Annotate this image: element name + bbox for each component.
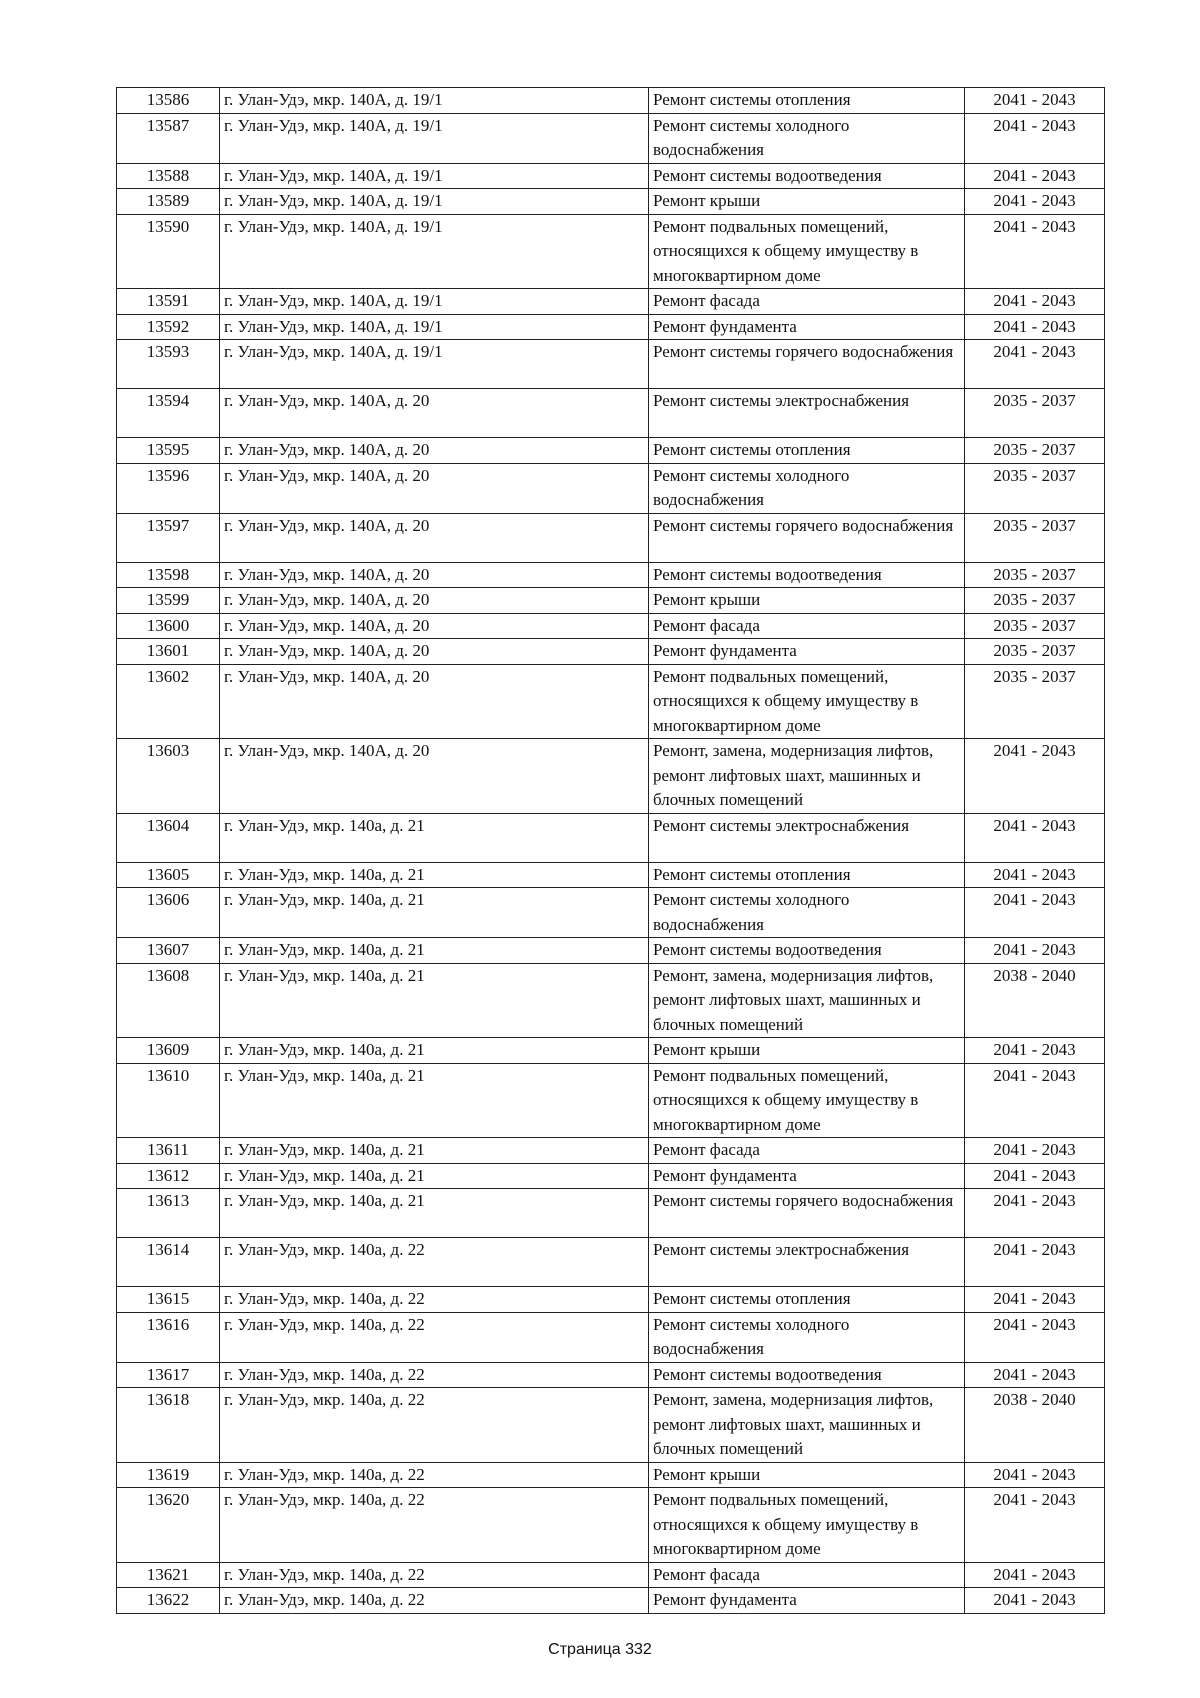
row-period: 2041 - 2043 (965, 1038, 1105, 1064)
row-number: 13605 (117, 862, 220, 888)
table-row (117, 189, 1105, 215)
row-work-type: Ремонт, замена, модернизация лифтов, ремонт лифтовых шахт, машинных и блочных помещений (649, 739, 965, 814)
row-period: 2035 - 2037 (965, 463, 1105, 513)
row-period: 2035 - 2037 (965, 438, 1105, 464)
table-row (117, 214, 1105, 289)
row-work-type: Ремонт системы горячего водоснабжения (649, 1189, 965, 1238)
row-work-type: Ремонт системы отопления (649, 88, 965, 114)
table-row (117, 888, 1105, 938)
row-number: 13601 (117, 639, 220, 665)
row-work-type: Ремонт фундамента (649, 1588, 965, 1614)
table-row (117, 1312, 1105, 1362)
row-address: г. Улан-Удэ, мкр. 140А, д. 19/1 (220, 340, 649, 389)
table-row (117, 1238, 1105, 1287)
row-number: 13621 (117, 1562, 220, 1588)
row-address: г. Улан-Удэ, мкр. 140а, д. 21 (220, 1063, 649, 1138)
row-number: 13586 (117, 88, 220, 114)
row-address: г. Улан-Удэ, мкр. 140а, д. 21 (220, 963, 649, 1038)
table-row (117, 1138, 1105, 1164)
row-address: г. Улан-Удэ, мкр. 140А, д. 19/1 (220, 214, 649, 289)
table-row (117, 739, 1105, 814)
row-address: г. Улан-Удэ, мкр. 140а, д. 21 (220, 1138, 649, 1164)
row-number: 13600 (117, 613, 220, 639)
table-row (117, 1163, 1105, 1189)
row-period: 2041 - 2043 (965, 1312, 1105, 1362)
row-number: 13594 (117, 389, 220, 438)
row-number: 13622 (117, 1588, 220, 1614)
row-period: 2041 - 2043 (965, 888, 1105, 938)
table-row (117, 438, 1105, 464)
row-address: г. Улан-Удэ, мкр. 140а, д. 22 (220, 1238, 649, 1287)
row-number: 13619 (117, 1462, 220, 1488)
row-period: 2035 - 2037 (965, 389, 1105, 438)
row-number: 13607 (117, 938, 220, 964)
row-address: г. Улан-Удэ, мкр. 140А, д. 20 (220, 513, 649, 562)
table-row (117, 1562, 1105, 1588)
table-row (117, 664, 1105, 739)
row-address: г. Улан-Удэ, мкр. 140А, д. 19/1 (220, 314, 649, 340)
row-work-type: Ремонт подвальных помещений, относящихся к общему имуществу в многоквартирном доме (649, 214, 965, 289)
row-work-type: Ремонт крыши (649, 588, 965, 614)
row-address: г. Улан-Удэ, мкр. 140А, д. 20 (220, 664, 649, 739)
table-row (117, 862, 1105, 888)
table-row (117, 1287, 1105, 1313)
row-period: 2041 - 2043 (965, 1238, 1105, 1287)
row-period: 2035 - 2037 (965, 664, 1105, 739)
row-period: 2041 - 2043 (965, 1588, 1105, 1614)
row-period: 2041 - 2043 (965, 214, 1105, 289)
row-address: г. Улан-Удэ, мкр. 140А, д. 19/1 (220, 113, 649, 163)
row-period: 2041 - 2043 (965, 1189, 1105, 1238)
row-address: г. Улан-Удэ, мкр. 140А, д. 20 (220, 739, 649, 814)
row-address: г. Улан-Удэ, мкр. 140а, д. 22 (220, 1488, 649, 1563)
row-address: г. Улан-Удэ, мкр. 140а, д. 22 (220, 1287, 649, 1313)
table-row (117, 963, 1105, 1038)
row-period: 2041 - 2043 (965, 938, 1105, 964)
table-body (117, 88, 1105, 1614)
row-number: 13595 (117, 438, 220, 464)
row-address: г. Улан-Удэ, мкр. 140а, д. 22 (220, 1362, 649, 1388)
row-address: г. Улан-Удэ, мкр. 140а, д. 22 (220, 1462, 649, 1488)
row-work-type: Ремонт фундамента (649, 314, 965, 340)
row-number: 13606 (117, 888, 220, 938)
table-row (117, 813, 1105, 862)
table-row (117, 1462, 1105, 1488)
table-row (117, 588, 1105, 614)
table-row (117, 1388, 1105, 1463)
row-work-type: Ремонт системы холодного водоснабжения (649, 113, 965, 163)
row-work-type: Ремонт системы отопления (649, 862, 965, 888)
row-number: 13587 (117, 113, 220, 163)
row-address: г. Улан-Удэ, мкр. 140А, д. 19/1 (220, 189, 649, 215)
row-number: 13602 (117, 664, 220, 739)
row-period: 2035 - 2037 (965, 613, 1105, 639)
row-number: 13614 (117, 1238, 220, 1287)
row-work-type: Ремонт подвальных помещений, относящихся к общему имуществу в многоквартирном доме (649, 664, 965, 739)
table-row (117, 389, 1105, 438)
row-address: г. Улан-Удэ, мкр. 140а, д. 21 (220, 813, 649, 862)
row-number: 13620 (117, 1488, 220, 1563)
row-address: г. Улан-Удэ, мкр. 140А, д. 20 (220, 639, 649, 665)
row-number: 13603 (117, 739, 220, 814)
row-number: 13591 (117, 289, 220, 315)
table-row (117, 289, 1105, 315)
row-work-type: Ремонт системы водоотведения (649, 938, 965, 964)
row-number: 13612 (117, 1163, 220, 1189)
row-number: 13616 (117, 1312, 220, 1362)
row-number: 13609 (117, 1038, 220, 1064)
row-address: г. Улан-Удэ, мкр. 140а, д. 21 (220, 1163, 649, 1189)
row-work-type: Ремонт подвальных помещений, относящихся к общему имуществу в многоквартирном доме (649, 1488, 965, 1563)
table-row (117, 1189, 1105, 1238)
table-row (117, 513, 1105, 562)
row-period: 2041 - 2043 (965, 289, 1105, 315)
table-row (117, 1588, 1105, 1614)
row-number: 13589 (117, 189, 220, 215)
row-period: 2041 - 2043 (965, 1063, 1105, 1138)
row-period: 2041 - 2043 (965, 739, 1105, 814)
row-work-type: Ремонт подвальных помещений, относящихся к общему имуществу в многоквартирном доме (649, 1063, 965, 1138)
table-row (117, 1063, 1105, 1138)
table-row (117, 613, 1105, 639)
row-number: 13588 (117, 163, 220, 189)
table-row (117, 1362, 1105, 1388)
row-period: 2041 - 2043 (965, 113, 1105, 163)
row-period: 2041 - 2043 (965, 189, 1105, 215)
row-work-type: Ремонт фасада (649, 1138, 965, 1164)
row-address: г. Улан-Удэ, мкр. 140А, д. 19/1 (220, 163, 649, 189)
row-work-type: Ремонт, замена, модернизация лифтов, ремонт лифтовых шахт, машинных и блочных помещений (649, 1388, 965, 1463)
row-address: г. Улан-Удэ, мкр. 140А, д. 20 (220, 389, 649, 438)
row-number: 13618 (117, 1388, 220, 1463)
page-number: Страница 332 (548, 1641, 652, 1658)
row-number: 13617 (117, 1362, 220, 1388)
row-period: 2041 - 2043 (965, 88, 1105, 114)
row-address: г. Улан-Удэ, мкр. 140А, д. 19/1 (220, 88, 649, 114)
row-work-type: Ремонт фундамента (649, 639, 965, 665)
table-row (117, 340, 1105, 389)
table-row (117, 1038, 1105, 1064)
row-number: 13608 (117, 963, 220, 1038)
row-work-type: Ремонт системы электроснабжения (649, 389, 965, 438)
table-row (117, 113, 1105, 163)
row-period: 2041 - 2043 (965, 1362, 1105, 1388)
row-work-type: Ремонт фасада (649, 1562, 965, 1588)
row-address: г. Улан-Удэ, мкр. 140А, д. 20 (220, 562, 649, 588)
row-work-type: Ремонт системы горячего водоснабжения (649, 513, 965, 562)
row-address: г. Улан-Удэ, мкр. 140а, д. 22 (220, 1312, 649, 1362)
repair-schedule-table (116, 87, 1105, 1614)
table-row (117, 938, 1105, 964)
row-period: 2041 - 2043 (965, 163, 1105, 189)
row-address: г. Улан-Удэ, мкр. 140а, д. 21 (220, 862, 649, 888)
row-number: 13610 (117, 1063, 220, 1138)
row-period: 2041 - 2043 (965, 862, 1105, 888)
table-row (117, 463, 1105, 513)
table-row (117, 562, 1105, 588)
row-period: 2041 - 2043 (965, 1562, 1105, 1588)
row-period: 2041 - 2043 (965, 1488, 1105, 1563)
row-period: 2041 - 2043 (965, 340, 1105, 389)
row-work-type: Ремонт системы водоотведения (649, 1362, 965, 1388)
row-address: г. Улан-Удэ, мкр. 140А, д. 20 (220, 588, 649, 614)
row-work-type: Ремонт системы холодного водоснабжения (649, 888, 965, 938)
row-period: 2035 - 2037 (965, 513, 1105, 562)
row-address: г. Улан-Удэ, мкр. 140а, д. 21 (220, 1189, 649, 1238)
row-work-type: Ремонт крыши (649, 189, 965, 215)
row-period: 2035 - 2037 (965, 588, 1105, 614)
row-period: 2038 - 2040 (965, 963, 1105, 1038)
table-row (117, 1488, 1105, 1563)
row-period: 2041 - 2043 (965, 1163, 1105, 1189)
row-period: 2041 - 2043 (965, 1287, 1105, 1313)
row-address: г. Улан-Удэ, мкр. 140а, д. 22 (220, 1562, 649, 1588)
row-number: 13598 (117, 562, 220, 588)
row-period: 2038 - 2040 (965, 1388, 1105, 1463)
table-row (117, 88, 1105, 114)
row-work-type: Ремонт системы электроснабжения (649, 813, 965, 862)
row-number: 13596 (117, 463, 220, 513)
row-work-type: Ремонт фасада (649, 613, 965, 639)
row-number: 13590 (117, 214, 220, 289)
row-work-type: Ремонт системы горячего водоснабжения (649, 340, 965, 389)
row-work-type: Ремонт крыши (649, 1038, 965, 1064)
row-period: 2041 - 2043 (965, 1138, 1105, 1164)
row-number: 13613 (117, 1189, 220, 1238)
row-address: г. Улан-Удэ, мкр. 140А, д. 20 (220, 438, 649, 464)
row-work-type: Ремонт системы электроснабжения (649, 1238, 965, 1287)
row-work-type: Ремонт фундамента (649, 1163, 965, 1189)
row-work-type: Ремонт системы отопления (649, 438, 965, 464)
row-work-type: Ремонт системы холодного водоснабжения (649, 463, 965, 513)
row-period: 2035 - 2037 (965, 562, 1105, 588)
row-number: 13599 (117, 588, 220, 614)
row-work-type: Ремонт фасада (649, 289, 965, 315)
row-work-type: Ремонт крыши (649, 1462, 965, 1488)
row-period: 2041 - 2043 (965, 1462, 1105, 1488)
row-number: 13592 (117, 314, 220, 340)
row-number: 13611 (117, 1138, 220, 1164)
row-address: г. Улан-Удэ, мкр. 140а, д. 21 (220, 1038, 649, 1064)
row-period: 2035 - 2037 (965, 639, 1105, 665)
row-work-type: Ремонт системы холодного водоснабжения (649, 1312, 965, 1362)
row-number: 13593 (117, 340, 220, 389)
row-work-type: Ремонт системы водоотведения (649, 163, 965, 189)
table-row (117, 639, 1105, 665)
row-address: г. Улан-Удэ, мкр. 140А, д. 20 (220, 463, 649, 513)
row-period: 2041 - 2043 (965, 813, 1105, 862)
row-work-type: Ремонт, замена, модернизация лифтов, ремонт лифтовых шахт, машинных и блочных помещений (649, 963, 965, 1038)
row-address: г. Улан-Удэ, мкр. 140а, д. 21 (220, 938, 649, 964)
table-row (117, 314, 1105, 340)
row-period: 2041 - 2043 (965, 314, 1105, 340)
row-number: 13615 (117, 1287, 220, 1313)
row-number: 13604 (117, 813, 220, 862)
row-work-type: Ремонт системы отопления (649, 1287, 965, 1313)
row-address: г. Улан-Удэ, мкр. 140а, д. 22 (220, 1588, 649, 1614)
row-number: 13597 (117, 513, 220, 562)
table-row (117, 163, 1105, 189)
row-address: г. Улан-Удэ, мкр. 140А, д. 19/1 (220, 289, 649, 315)
row-address: г. Улан-Удэ, мкр. 140А, д. 20 (220, 613, 649, 639)
row-address: г. Улан-Удэ, мкр. 140а, д. 22 (220, 1388, 649, 1463)
row-work-type: Ремонт системы водоотведения (649, 562, 965, 588)
row-address: г. Улан-Удэ, мкр. 140а, д. 21 (220, 888, 649, 938)
